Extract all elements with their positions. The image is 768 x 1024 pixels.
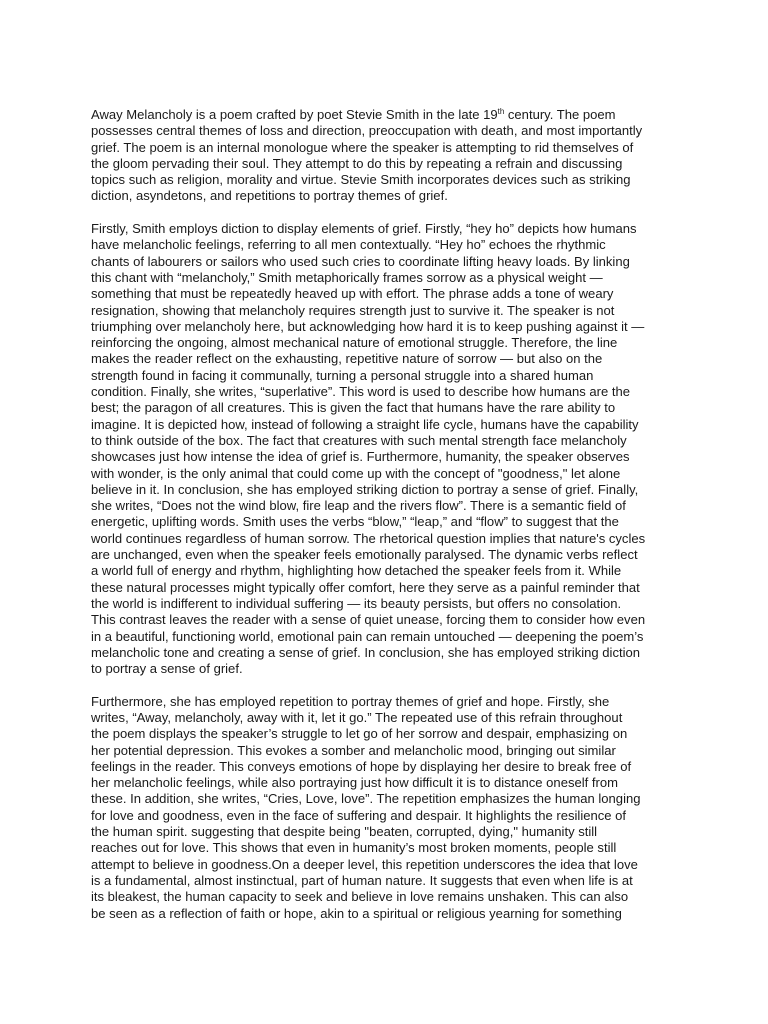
- text-line: condition. Finally, she writes, “superlative”. This word is used to describe how humans are the: [91, 384, 631, 400]
- text-line: these. In addition, she writes, “Cries, Love, love”. The repetition emphasizes the human longing: [91, 791, 641, 807]
- text-line: grief. The poem is an internal monologue where the speaker is attempting to rid themselves of: [91, 139, 634, 155]
- text-line: melancholic tone and creating a sense of grief. In conclusion, she has employed striking diction: [91, 644, 641, 660]
- text-line: writes, “Away, melancholy, away with it, let it go.” The repeated use of this refrain throughout: [91, 709, 623, 725]
- text-line: This contrast leaves the reader with a sense of quiet unease, forcing them to consider how even: [91, 612, 646, 628]
- text-line: [91, 107, 673, 123]
- text-line: is a fundamental, almost instinctual, part of human nature. It suggests that even when life is at: [91, 872, 633, 888]
- text-line-start: Away Melancholy is a poem crafted by poet Stevie Smith in the late 19: [91, 107, 498, 122]
- text-line: the gloom pervading their soul. They attempt to do this by repeating a refrain and discussing: [91, 155, 623, 171]
- text-line: its bleakest, the human capacity to seek and believe in love remains unshaken. This can also: [91, 889, 629, 905]
- paragraph-diction: [91, 221, 673, 677]
- text-line: for love and goodness, even in the face of suffering and despair. It highlights the resilience of: [91, 807, 627, 823]
- text-line: believe in it. In conclusion, she has employed striking diction to portray a sense of grief. Finally,: [91, 481, 639, 497]
- text-line: be seen as a reflection of faith or hope, akin to a spiritual or religious yearning for something: [91, 905, 622, 921]
- text-line: in a beautiful, functioning world, emotional pain can remain untouched — deepening the poem’s: [91, 628, 644, 644]
- text-line: energetic, uplifting words. Smith uses the verbs “blow,” “leap,” and “flow” to suggest that the: [91, 514, 619, 530]
- text-line: imagine. It is depicted how, instead of following a straight life cycle, humans have the capability: [91, 416, 639, 432]
- text-line: makes the reader reflect on the exhausting, repetitive nature of sorrow — but also on the: [91, 351, 603, 367]
- text-line: are unchanged, even when the speaker feels emotionally paralysed. The dynamic verbs reflect: [91, 547, 638, 563]
- text-line: attempt to believe in goodness.On a deeper level, this repetition underscores the idea that love: [91, 856, 638, 872]
- text-line: a world full of energy and rhythm, highlighting how detached the speaker feels from it. While: [91, 563, 622, 579]
- text-line: feelings in the reader. This conveys emotions of hope by displaying her desire to break free of: [91, 758, 632, 774]
- paragraph-introduction: [91, 107, 673, 205]
- text-line: with wonder, is the only animal that could come up with the concept of "goodness," let alone: [91, 465, 621, 481]
- text-line: Firstly, Smith employs diction to display elements of grief. Firstly, “hey ho” depicts how humans: [91, 221, 637, 237]
- text-line: this chant with “melancholy,” Smith metaphorically frames sorrow as a physical weight —: [91, 269, 603, 285]
- text-line: these natural processes might typically offer comfort, here they serve as a painful reminder that: [91, 579, 640, 595]
- text-line: something that must be repeatedly heaved up with effort. The phrase adds a tone of weary: [91, 286, 614, 302]
- text-line: topics such as religion, morality and virtue. Stevie Smith incorporates devices such as striking: [91, 172, 631, 188]
- text-line: the human spirit. suggesting that despite being "beaten, corrupted, dying," humanity still: [91, 824, 598, 840]
- text-line-end: century. The poem: [504, 107, 616, 122]
- text-line: to think outside of the box. The fact that creatures with such mental strength face melancholy: [91, 432, 627, 448]
- text-line: possesses central themes of loss and direction, preoccupation with death, and most importantly: [91, 123, 643, 139]
- text-line: reaches out for love. This shows that even in humanity’s most broken moments, people still: [91, 840, 617, 856]
- ordinal-superscript: th: [497, 107, 505, 116]
- text-line: the poem displays the speaker’s struggle to let go of her sorrow and despair, emphasizing on: [91, 726, 628, 742]
- text-line: Furthermore, she has employed repetition to portray themes of grief and hope. Firstly, she: [91, 693, 610, 709]
- text-line: reinforcing the ongoing, almost mechanical nature of emotional struggle. Therefore, the line: [91, 335, 618, 351]
- text-line: to portray a sense of grief.: [91, 661, 243, 677]
- text-line: world continues regardless of human sorrow. The rhetorical question implies that nature's cycles: [91, 530, 646, 546]
- paragraph-repetition: [91, 694, 673, 922]
- text-line: chants of labourers or sailors who used such cries to coordinate lifting heavy loads. By linking: [91, 253, 630, 269]
- text-line: best; the paragon of all creatures. This is given the fact that humans have the rare ability to: [91, 400, 616, 416]
- text-line: her potential depression. This evokes a somber and melancholic mood, bringing out similar: [91, 742, 616, 758]
- document-body: [91, 107, 673, 938]
- text-line: the world is indifferent to individual suffering — its beauty persists, but offers no consolation.: [91, 595, 622, 611]
- text-line: diction, asyndetons, and repetitions to portray themes of grief.: [91, 188, 448, 204]
- text-line: have melancholic feelings, referring to all men contextually. “Hey ho” echoes the rhythmic: [91, 237, 606, 253]
- text-line: triumphing over melancholy here, but acknowledging how hard it is to keep pushing against it —: [91, 318, 645, 334]
- text-line: strength found in facing it communally, turning a personal struggle into a shared human: [91, 367, 594, 383]
- text-line: her melancholic feelings, while also portraying just how difficult it is to distance oneself from: [91, 775, 618, 791]
- text-line: she writes, “Does not the wind blow, fire leap and the rivers flow”. There is a semantic field of: [91, 498, 626, 514]
- text-line: showcases just how intense the idea of grief is. Furthermore, humanity, the speaker observes: [91, 449, 630, 465]
- text-line: resignation, showing that melancholy requires strength just to survive it. The speaker is not: [91, 302, 615, 318]
